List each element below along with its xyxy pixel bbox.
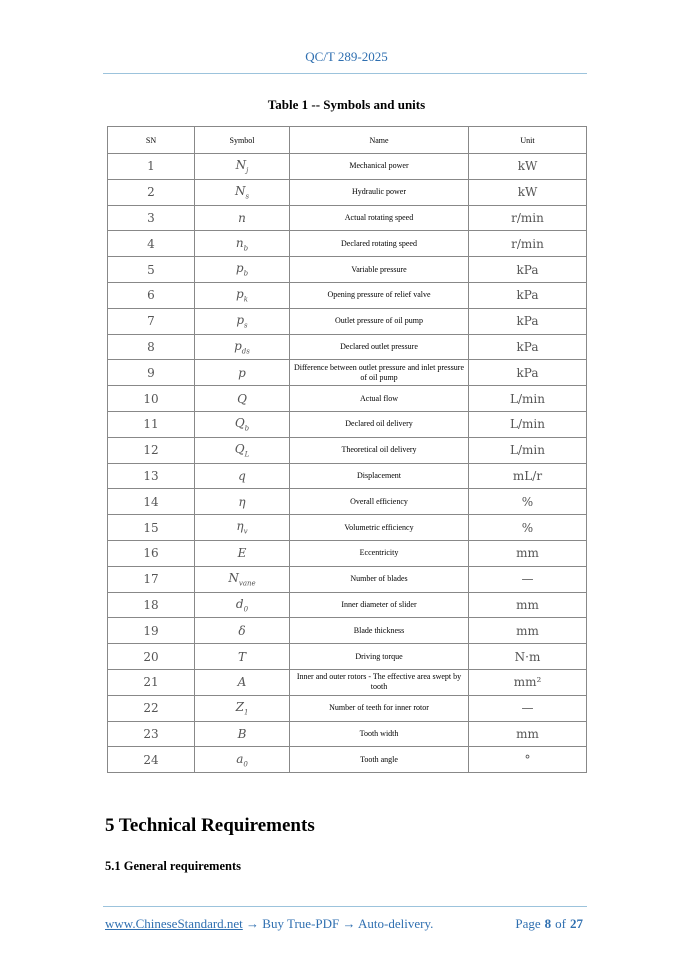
table-row: [108, 463, 587, 489]
cell-symbol: [195, 257, 290, 283]
symbol-base: N: [235, 158, 247, 173]
symbol-subscript: ds: [241, 347, 250, 356]
cell-symbol: [195, 334, 290, 360]
table-row: [108, 205, 587, 231]
cell-symbol: [195, 205, 290, 231]
symbol-base: N: [228, 570, 239, 585]
footer-text: → Buy True-PDF → Auto-delivery.: [242, 916, 434, 931]
cell-unit: r/min: [469, 205, 587, 231]
table-row: [108, 437, 587, 463]
table-row: [108, 747, 587, 773]
table-row: [108, 257, 587, 283]
cell-name: Actual flow: [290, 386, 469, 412]
cell-unit: kPa: [469, 308, 587, 334]
cell-symbol: [195, 747, 290, 773]
subsection-heading: 5.1 General requirements: [105, 859, 241, 873]
symbol-subscript: b: [243, 269, 249, 278]
symbol-subscript: s: [244, 321, 248, 330]
cell-unit: kPa: [469, 360, 587, 386]
cell-name: Declared oil delivery: [290, 411, 469, 437]
cell-symbol: [195, 179, 290, 205]
cell-sn: 8: [108, 334, 195, 360]
symbol-subscript: 0: [243, 759, 248, 768]
table-row: [108, 179, 587, 205]
cell-name: Declared outlet pressure: [290, 334, 469, 360]
table-caption: Table 1 -- Symbols and units: [267, 97, 426, 112]
cell-symbol: [195, 644, 290, 670]
cell-name: Eccentricity: [290, 540, 469, 566]
cell-unit: kW: [469, 154, 587, 180]
cell-sn: 13: [108, 463, 195, 489]
cell-unit: kPa: [469, 282, 587, 308]
table-row: [108, 721, 587, 747]
symbol-base: p: [234, 338, 242, 353]
table-row: [108, 566, 587, 592]
table-row: [108, 695, 587, 721]
cell-sn: 18: [108, 592, 195, 618]
cell-unit: r/min: [469, 231, 587, 257]
symbol-base: E: [237, 546, 247, 561]
cell-symbol: [195, 566, 290, 592]
cell-symbol: [195, 721, 290, 747]
cell-unit: —: [469, 695, 587, 721]
symbol-base: Q: [237, 391, 247, 406]
cell-sn: 17: [108, 566, 195, 592]
symbol-base: Q: [234, 416, 245, 431]
symbol-base: Z: [235, 699, 244, 714]
cell-unit: %: [469, 489, 587, 515]
table-row: [108, 360, 587, 386]
symbol-subscript: v: [243, 527, 248, 536]
cell-sn: 23: [108, 721, 195, 747]
symbol-base: p: [236, 312, 245, 327]
symbol-base: n: [238, 210, 246, 225]
cell-name: Hydraulic power: [290, 179, 469, 205]
symbol-base: B: [237, 726, 247, 741]
cell-symbol: [195, 515, 290, 541]
cell-unit: N·m: [469, 644, 587, 670]
cell-name: Inner diameter of slider: [290, 592, 469, 618]
cell-name: Overall efficiency: [290, 489, 469, 515]
symbol-base: A: [237, 675, 247, 690]
cell-sn: 4: [108, 231, 195, 257]
cell-name: Tooth angle: [290, 747, 469, 773]
cell-sn: 7: [108, 308, 195, 334]
cell-sn: 6: [108, 282, 195, 308]
cell-symbol: [195, 489, 290, 515]
cell-name: Opening pressure of relief valve: [290, 282, 469, 308]
table-row: [108, 618, 587, 644]
cell-name: Actual rotating speed: [290, 205, 469, 231]
cell-name: Variable pressure: [290, 257, 469, 283]
cell-name: Tooth width: [290, 721, 469, 747]
cell-symbol: [195, 154, 290, 180]
cell-unit: L/min: [469, 386, 587, 412]
cell-sn: 3: [108, 205, 195, 231]
cell-symbol: [195, 540, 290, 566]
cell-unit: %: [469, 515, 587, 541]
cell-sn: 20: [108, 644, 195, 670]
cell-name: Displacement: [290, 463, 469, 489]
page-label: Page: [515, 916, 541, 931]
symbol-subscript: s: [245, 192, 250, 201]
table-row: [108, 489, 587, 515]
symbol-base: d: [235, 596, 244, 611]
of-label: of: [555, 916, 566, 931]
footer-divider: [103, 906, 587, 907]
cell-symbol: [195, 695, 290, 721]
cell-unit: mm: [469, 618, 587, 644]
cell-unit: —: [469, 566, 587, 592]
section-heading: 5 Technical Requirements: [105, 815, 315, 836]
cell-unit: kPa: [469, 257, 587, 283]
cell-unit: °: [469, 747, 587, 773]
current-page: 8: [544, 916, 552, 931]
col-sn: SN: [108, 127, 195, 154]
cell-unit: mm: [469, 592, 587, 618]
cell-name: Number of teeth for inner rotor: [290, 695, 469, 721]
symbol-subscript: 0: [243, 605, 249, 614]
table-row: [108, 411, 587, 437]
symbol-subscript: b: [243, 243, 249, 252]
document-id-header: QC/T 289-2025: [305, 49, 388, 64]
symbol-base: p: [236, 287, 244, 302]
table-header-row: [108, 127, 587, 154]
cell-symbol: [195, 463, 290, 489]
cell-sn: 5: [108, 257, 195, 283]
col-name: Name: [290, 127, 469, 154]
table-row: [108, 644, 587, 670]
cell-symbol: [195, 592, 290, 618]
symbol-subscript: j: [246, 166, 249, 175]
cell-name: Blade thickness: [290, 618, 469, 644]
cell-sn: 10: [108, 386, 195, 412]
cell-name: Number of blades: [290, 566, 469, 592]
symbol-base: a: [236, 751, 244, 766]
cell-name: Inner and outer rotors - The effective area swept by tooth: [290, 669, 469, 695]
table-row: [108, 669, 587, 695]
symbol-subscript: vane: [238, 579, 256, 588]
cell-unit: mm²: [469, 669, 587, 695]
table-row: [108, 334, 587, 360]
cell-symbol: [195, 618, 290, 644]
header-divider: [103, 73, 587, 74]
cell-symbol: [195, 669, 290, 695]
symbols-units-table: [107, 126, 587, 773]
cell-symbol: [195, 282, 290, 308]
cell-sn: 21: [108, 669, 195, 695]
symbol-subscript: 1: [243, 708, 249, 717]
symbol-base: η: [238, 494, 246, 509]
cell-sn: 14: [108, 489, 195, 515]
cell-name: Volumetric efficiency: [290, 515, 469, 541]
cell-name: Theoretical oil delivery: [290, 437, 469, 463]
table-row: [108, 386, 587, 412]
table-row: [108, 540, 587, 566]
cell-unit: kPa: [469, 334, 587, 360]
cell-unit: L/min: [469, 437, 587, 463]
col-symbol: Symbol: [195, 127, 290, 154]
symbol-base: q: [238, 468, 246, 483]
cell-name: Driving torque: [290, 644, 469, 670]
total-pages: 27: [570, 916, 583, 931]
table-row: [108, 592, 587, 618]
cell-sn: 22: [108, 695, 195, 721]
cell-sn: 15: [108, 515, 195, 541]
cell-unit: kW: [469, 179, 587, 205]
cell-unit: mL/r: [469, 463, 587, 489]
cell-symbol: [195, 437, 290, 463]
symbol-base: T: [237, 649, 246, 664]
cell-symbol: [195, 386, 290, 412]
cell-name: Outlet pressure of oil pump: [290, 308, 469, 334]
symbol-base: p: [238, 365, 246, 380]
cell-unit: mm: [469, 721, 587, 747]
cell-sn: 24: [108, 747, 195, 773]
cell-name: Declared rotating speed: [290, 231, 469, 257]
symbol-subscript: L: [244, 450, 250, 459]
cell-sn: 1: [108, 154, 195, 180]
symbol-base: n: [235, 235, 244, 250]
cell-symbol: [195, 308, 290, 334]
table-row: [108, 231, 587, 257]
cell-unit: L/min: [469, 411, 587, 437]
table-row: [108, 282, 587, 308]
col-unit: Unit: [469, 127, 587, 154]
symbol-base: p: [235, 261, 244, 276]
cell-symbol: [195, 411, 290, 437]
cell-symbol: [195, 231, 290, 257]
table-row: [108, 515, 587, 541]
footer-promo: [105, 916, 433, 932]
symbol-base: N: [234, 184, 246, 198]
cell-sn: 16: [108, 540, 195, 566]
page-number: [515, 916, 587, 932]
cell-sn: 11: [108, 411, 195, 437]
symbol-base: δ: [238, 623, 246, 638]
cell-unit: mm: [469, 540, 587, 566]
website-link[interactable]: www.ChineseStandard.net: [105, 916, 243, 931]
cell-symbol: [195, 360, 290, 386]
symbol-subscript: b: [244, 424, 250, 433]
symbol-subscript: k: [243, 295, 248, 304]
symbol-base: Q: [234, 441, 245, 456]
cell-name: Mechanical power: [290, 154, 469, 180]
cell-sn: 12: [108, 437, 195, 463]
table-row: [108, 154, 587, 180]
cell-sn: 19: [108, 618, 195, 644]
table-row: [108, 308, 587, 334]
cell-name: Difference between outlet pressure and inlet pressure of oil pump: [290, 360, 469, 386]
cell-sn: 9: [108, 360, 195, 386]
cell-sn: 2: [108, 179, 195, 205]
symbol-base: η: [236, 519, 244, 534]
